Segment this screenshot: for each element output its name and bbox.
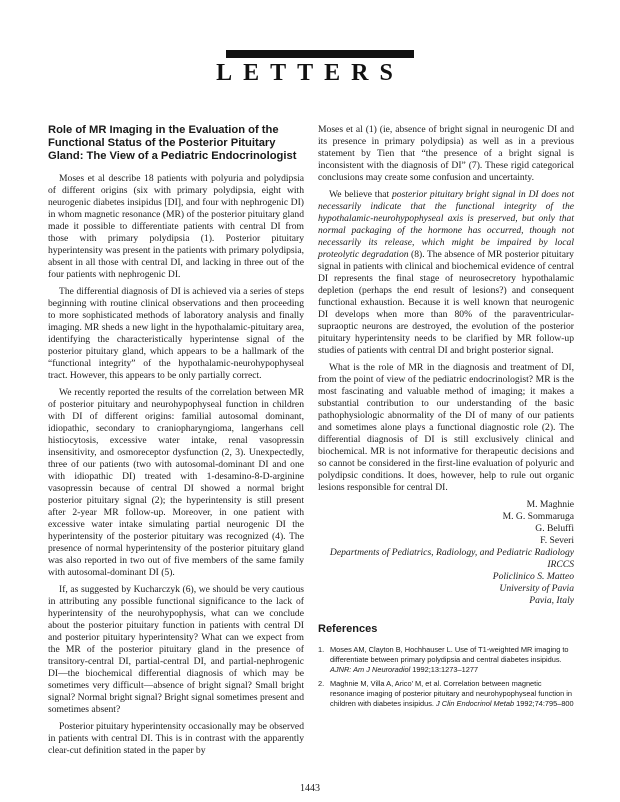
reference-volume: 1992;13:1273–1277 — [410, 665, 479, 674]
italic-statement: posterior pituitary bright signal in DI does not necessarily indicate that the functional integrity of the hypothalamic-neurohypophyseal axis is preserved, but only that normal packaging of the hormone has occurred, though not necessarily its release, which might be impaired by local proteolytic degradation — [318, 189, 574, 260]
reference-number: 1. — [318, 645, 325, 654]
author-name: G. Beluffi — [535, 523, 574, 534]
affiliation-line: University of Pavia — [499, 583, 574, 594]
page-number: 1443 — [300, 783, 320, 794]
author-signature — [318, 499, 574, 607]
reference-authors-title: Moses AM, Clayton B, Hochhauser L. Use of T1-weighted MR imaging to differentiate between primary polydipsia and central diabetes insipidus. — [330, 645, 569, 664]
body-paragraph: If, as suggested by Kucharczyk (6), we should be very cautious in attributing any possible functional significance to the lack of hyperintensity of the neurohypophysis, what can we conclude about the posterior pituitary function in patients with central DI and posterior pituitary hyperintensity? What can we expect from the MR of the posterior pituitary gland in the presence of transitory-central DI, partial-central DI, and partial-nephrogenic DI—the biochemical differential diagnosis of which may be sometimes very difficult—absence of bright signal? Small bright signal? Normal bright signal? Bright signal sometimes present and sometimes absent? — [48, 584, 304, 715]
author-name: F. Severi — [540, 535, 574, 546]
reference-journal: AJNR: Am J Neuroradiol — [330, 665, 411, 674]
reference-journal: J Clin Endocrinol Metab — [436, 699, 515, 708]
reference-volume: 1992;74:795–800 — [514, 699, 574, 708]
reference-text — [330, 645, 574, 675]
body-paragraph-emphasis — [318, 189, 574, 357]
body-paragraph: We recently reported the results of the correlation between MR of posterior pituitary and neurohypophyseal function in children with DI of different origins: familial autosomal dominant, idiopathic, secondary to craniopharyngioma, langerhans cell histiocytosis, excessive water intake, renal vasopressin insensitivity, and osmoreceptor dysfunction (2, 3). Unexpectedly, three of our patients (two with autosomal-dominant DI and one with idiopathic DI) treated with 1-desamino-8-D-arginine vasopressin because of central DI showed a normal bright posterior pituitary signal (2); the hyperintensity is still present after 2-year MR follow-up. Moreover, in one patient with excessive water intake simulating partial neurogenic DI the hyperintensity of the posterior pituitary was recognized (4). The presence of normal hyperintensity of the posterior pituitary gland was also reported in two out of five members of the same family with autosomal-dominant DI (5). — [48, 387, 304, 578]
body-paragraph: Moses et al (1) (ie, absence of bright signal in neurogenic DI and its presence in primary polydipsia) as well as in a previous statement by Tien that “the presence of a bright signal is inconsistent with the diagnosis of DI” (7). These rigid categorical conclusions may create some confusion and uncertainty. — [318, 124, 574, 183]
affiliation-line: Pavia, Italy — [529, 595, 574, 606]
reference-text — [330, 679, 574, 709]
letter-title: Role of MR Imaging in the Evaluation of the Functional Status of the Posterior Pituitary Gland: The View of a Pediatric Endocrinologist — [48, 124, 297, 162]
left-column — [48, 124, 304, 762]
affiliation-line: Policlinico S. Matteo — [492, 571, 574, 582]
affiliation-line: IRCCS — [547, 559, 574, 570]
body-paragraph: The differential diagnosis of DI is achieved via a series of steps beginning with routine clinical observations and then proceeding to more sophisticated methods of laboratory analysis and finally imaging. MR sheds a new light in the hypothalamic-pituitary area, identifying the characteristically hyperintense signal of the posterior pituitary gland, which appears to be a hallmark of the “functional integrity” of the hypothalamic-neurohypophyseal tract. However, this appears to be only partially correct. — [48, 286, 304, 381]
body-paragraph: What is the role of MR in the diagnosis and treatment of DI, from the point of view of the pediatric endocrinologist? MR is the most fascinating and valuable method of imaging; it makes a substantial contribution to our understanding of the basic pathophysiologic abnormality of the DI of many of our patients and sometimes alone plays a functional diagnostic role (2). The differential diagnosis of DI is still exclusively clinical and biochemical. MR is not informative for therapeutic decisions and so cannot be considered in the first-line evaluation of polyuric and polydipsic conditions. It does, however, help to rule out organic lesions responsible for central DI. — [318, 362, 574, 493]
body-text: (8). The absence of MR posterior pituitary signal in patients with clinical and biochemical evidence of central DI represents the final stage of neurosecretory hypothalamic depletion (perhaps the end result of lesions?) and consequent functional exhaustion. Because it is well known that neurogenic DI develops when more than 80% of the paraventricular-supraoptic neurons are destroyed, the evolution of the posterior pituitary hyperintensity needs to be clarified by MR follow-up studies of patients with central DI and bright posterior signal. — [318, 249, 575, 356]
reference-item — [318, 679, 574, 709]
reference-number: 2. — [318, 679, 325, 688]
body-paragraph: Posterior pituitary hyperintensity occasionally may be observed in patients with central DI. This is in contrast with the apparently clear-cut definition stated in the paper by — [48, 721, 304, 756]
reference-item — [318, 645, 574, 675]
author-name: M. Maghnie — [526, 499, 574, 510]
affiliation-line: Departments of Pediatrics, Radiology, and Pediatric Radiology — [329, 547, 574, 558]
references-heading: References — [318, 623, 378, 635]
section-title: LETTERS — [216, 60, 404, 86]
body-text: We believe that — [329, 189, 392, 200]
author-name: M. G. Sommaruga — [502, 511, 574, 522]
header-rule — [226, 50, 414, 58]
reference-authors-title: Maghnie M, Villa A, Arico’ M, et al. Correlation between magnetic resonance imaging of posterior pituitary and neurohypophyseal function in children with diabetes insipidus. — [330, 679, 572, 708]
body-paragraph: Moses et al describe 18 patients with polyuria and polydipsia of different origins (six with primary polydipsia, eight with neurogenic diabetes insipidus [DI], and four with nephrogenic DI) in whom magnetic resonance (MR) of the posterior pituitary gland made it possible to differentiate patients with central DI from those with primary polydipsia (1). Posterior pituitary hyperintensity was present in the patients with primary polydipsia, absent in all those with central DI, and lacking in three out of the four patients with nephrogenic DI. — [48, 173, 304, 280]
references-section — [318, 623, 574, 709]
right-column — [318, 124, 574, 713]
